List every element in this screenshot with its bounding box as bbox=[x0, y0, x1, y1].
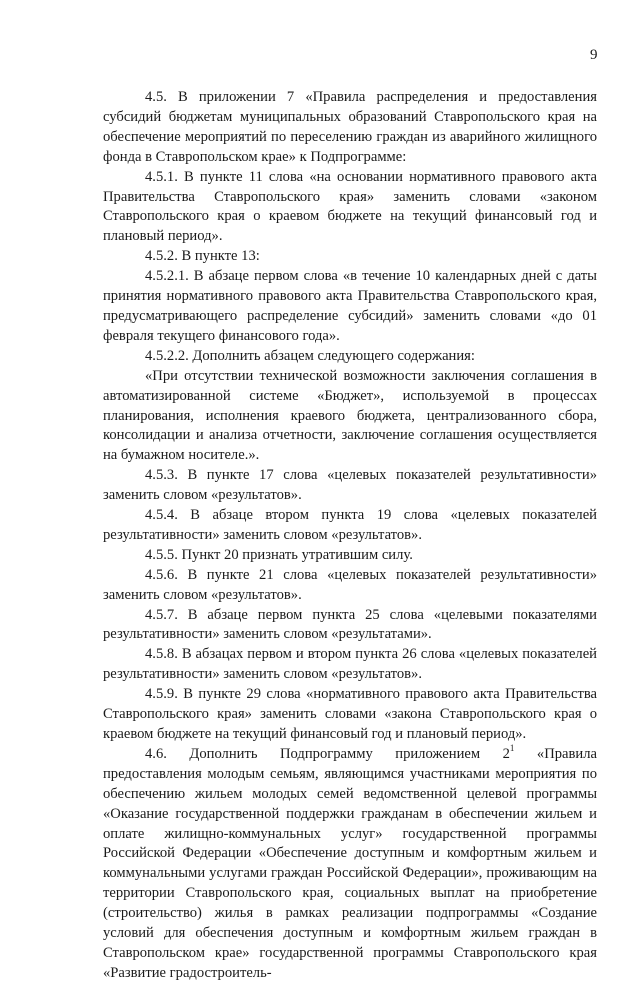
paragraph-4-5-6: 4.5.6. В пункте 21 слова «целевых показателей результативности» заменить словом «результатов». bbox=[103, 566, 597, 603]
paragraph-4-5-1: 4.5.1. В пункте 11 слова «на основании нормативного правового акта Правительства Ставропольского края» заменить словами «законом Ставропольского края о краевом бюджете на текущий финансовый год и плановый период». bbox=[103, 168, 597, 245]
superscript-index: 1 bbox=[509, 743, 515, 754]
paragraph-4-6-start: 4.6. Дополнить Подпрограмму приложением 2 bbox=[145, 745, 510, 762]
paragraph-quoted-addition: «При отсутствии технической возможности заключения соглашения в автоматизированной системе «Бюджет», используемой в процессах планирования, исполнения краевого бюджета, централизованного сбора, консолидации и анализа отчетности, заключение соглашения осуществляется на бумажном носителе.». bbox=[103, 367, 597, 464]
paragraph-4-5-3: 4.5.3. В пункте 17 слова «целевых показателей результативности» заменить словом «результатов». bbox=[103, 467, 597, 504]
paragraph-4-5-7: 4.5.7. В абзаце первом пункта 25 слова «целевыми показателями результативности» заменить словом «результатами». bbox=[103, 606, 597, 643]
paragraph-4-6-rest: «Правила предоставления молодым семьям, являющимся участниками мероприятия по обеспечению жильем молодых семей ведомственной целевой программы «Оказание государственной поддержки гражданам в обеспечении жильем и оплате жилищно-коммунальных услуг» государственной программы Российской Федерации «Обеспечение доступным и комфортным жильем и коммунальными услугами граждан Российской Федерации», проживающим на территории Ставропольского края, социальных выплат на приобретение (строительство) жилья в рамках реализации подпрограммы «Создание условий для обеспечения доступным и комфортным жильем граждан в Ставропольском крае» государственной программы Ставропольского края «Развитие градостроитель- bbox=[103, 745, 597, 981]
paragraph-4-5: 4.5. В приложении 7 «Правила распределения и предоставления субсидий бюджетам муниципальных образований Ставропольского края на обеспечение мероприятий по переселению граждан из аварийного жилищного фонда в Ставропольском крае» к Подпрограмме: bbox=[103, 89, 597, 165]
paragraph-4-5-2-2: 4.5.2.2. Дополнить абзацем следующего содержания: bbox=[145, 347, 475, 364]
paragraph-4-5-4: 4.5.4. В абзаце втором пункта 19 слова «целевых показателей результативности» заменить словом «результатов». bbox=[103, 507, 597, 543]
paragraph-4-5-2: 4.5.2. В пункте 13: bbox=[145, 248, 260, 265]
document-body bbox=[103, 88, 597, 984]
paragraph-4-5-5: 4.5.5. Пункт 20 признать утратившим силу. bbox=[145, 546, 413, 563]
paragraph-4-5-2-1: 4.5.2.1. В абзаце первом слова «в течение 10 календарных дней с даты принятия нормативного правового акта Правительства Ставропольского края, предусматривающего распределение субсидий» заменить словами «до 01 февраля текущего финансового года». bbox=[103, 268, 597, 344]
page-number: 9 bbox=[590, 47, 598, 63]
paragraph-4-5-9: 4.5.9. В пункте 29 слова «нормативного правового акта Правительства Ставропольского края» заменить словами «закона Ставропольского края о краевом бюджете на текущий финансовый год и плановый период». bbox=[103, 686, 597, 742]
paragraph-4-6 bbox=[103, 745, 597, 984]
paragraph-4-5-8: 4.5.8. В абзацах первом и втором пункта 26 слова «целевых показателей результативности» заменить словом «результатов». bbox=[103, 646, 597, 683]
